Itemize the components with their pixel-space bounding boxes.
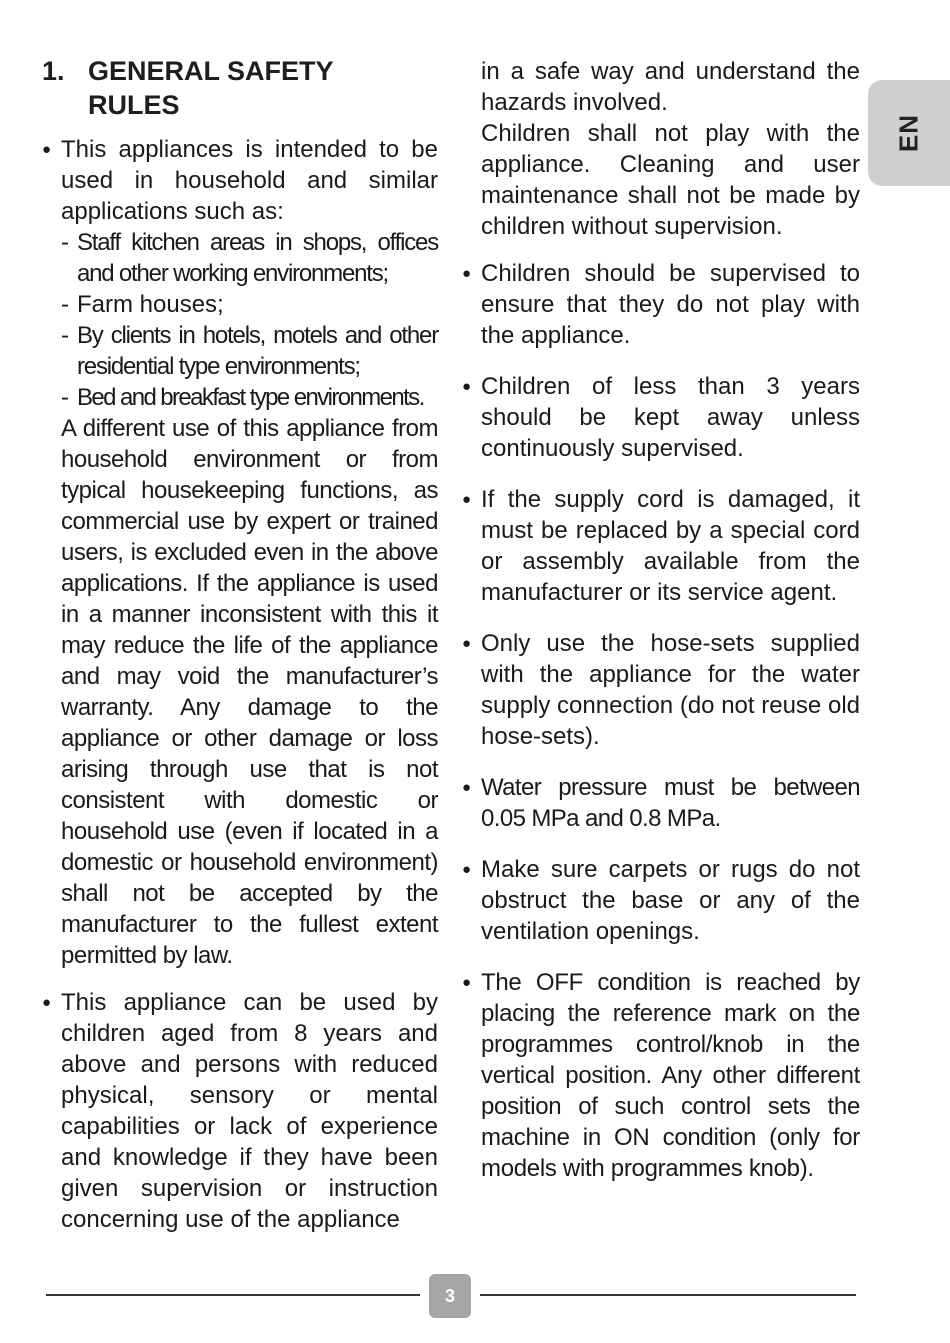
bullet-dot-icon: ● [462,974,472,991]
bullet-carpets: ● Make sure carpets or rugs do not obstruct the base or any of the ventilation openings. [462,856,860,945]
bullet-children-age: ● Children of less than 3 years should be kept away unless continuously supervised. [462,373,860,462]
bullet-dot-icon: ● [462,378,472,395]
bullet-dot-icon: ● [462,635,472,652]
continuation-para-1: in a safe way and understand the hazards involved. [481,58,860,116]
section-title-line-1: GENERAL SAFETY [88,56,334,86]
section-title [88,54,334,122]
right-column [462,0,860,1184]
bullet-water-pressure: ● Water pressure must be between 0.05 MPa and 0.8 MPa. [462,774,860,832]
language-tab [868,80,950,186]
dash-item: - Farm houses; [61,291,224,318]
continuation-text [462,56,860,242]
bullet-off-condition: ● The OFF condition is reached by placing the reference mark on the programmes control/knob in the vertical position. Any other different position of such control sets the machine in ON condition (only for models with programmes knob). [462,969,860,1182]
section-heading [42,54,438,122]
footer-rule-right [480,1294,856,1296]
bullet-children-capabilities [42,987,438,1235]
bullet-dot-icon: ● [462,491,472,508]
bullet-dot-icon: ● [42,994,52,1011]
continuation-para-2: Children shall not play with the appliance. Cleaning and user maintenance shall not be made by children without supervision. [481,120,860,240]
page-number: 3 [429,1274,471,1318]
dash-item: - Bed and breakfast type environments. [61,384,424,411]
bullet-hose-sets: ● Only use the hose-sets supplied with the appliance for the water supply connection (do not reuse old hose-sets). [462,630,860,750]
dash-item: - By clients in hotels, motels and other residential type environments; [61,322,438,380]
warranty-paragraph: A different use of this appliance from household environment or from typical housekeeping functions, as commercial use by expert or trained users, is excluded even in the above applications. If the appliance is used in a manner inconsistent with this it may reduce the life of the appliance and may void the manufacturer’s warranty. Any damage to the appliance or other damage or loss arising through use that is not consistent with domestic or household use (even if located in a domestic or household environment) shall not be accepted by the manufacturer to the fullest extent permitted by law. [61,415,438,969]
bullet-dot-icon: ● [42,141,52,158]
bullet-dot-icon: ● [462,861,472,878]
bullet-supervision: ● Children should be supervised to ensure that they do not play with the appliance. [462,260,860,349]
footer-rule-left [46,1294,420,1296]
children-capabilities-text: This appliance can be used by children aged from 8 years and above and persons with reduced physical, sensory or mental capabilities or lack of experience and knowledge if they have been given supervision or instruction concerning use of the appliance [61,989,438,1233]
bullet-dot-icon: ● [462,779,472,796]
section-title-line-2: RULES [88,90,180,120]
intended-use-text: This appliances is intended to be used in household and similar applications such as: [61,136,438,225]
safety-bullet-list [462,258,860,1184]
language-tab-label: EN [893,113,924,153]
left-column [42,0,438,1235]
bullet-dot-icon: ● [462,265,472,282]
section-number: 1. [42,56,65,86]
dash-item: - Staff kitchen areas in shops, offices and other working environments; [61,229,438,287]
bullet-intended-use [42,134,438,971]
bullet-supply-cord: ● If the supply cord is damaged, it must be replaced by a special cord or assembly available from the manufacturer or its service agent. [462,486,860,606]
